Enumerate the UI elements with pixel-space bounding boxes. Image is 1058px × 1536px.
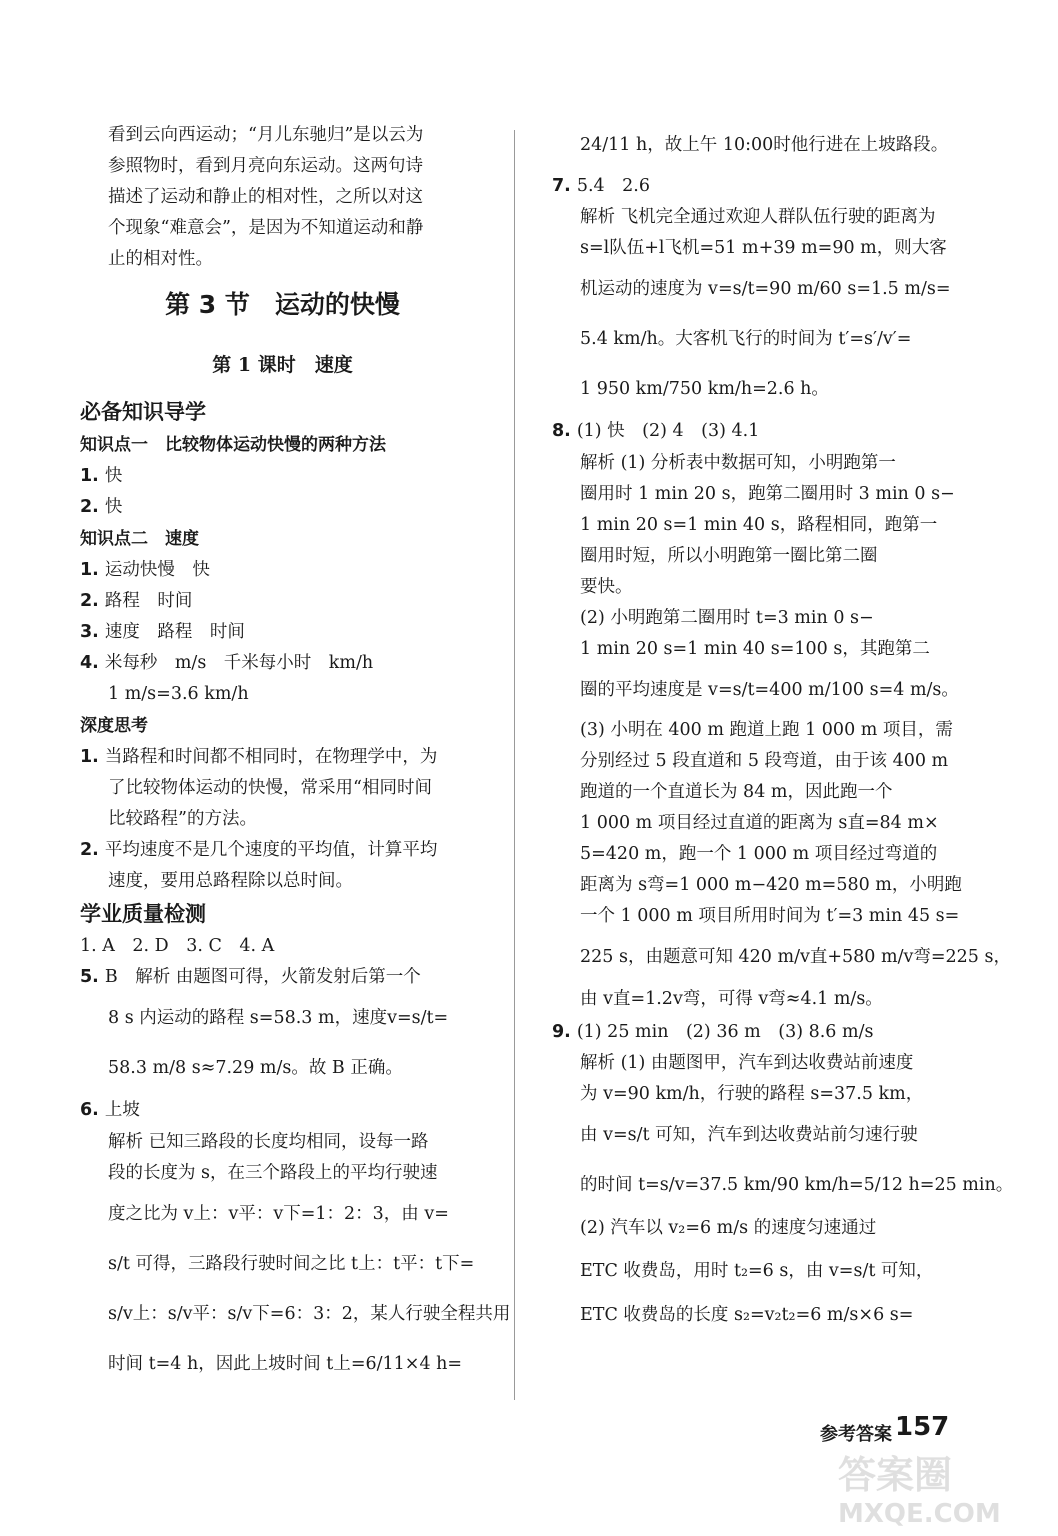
- text-line: (2) 汽车以 v₂=6 m/s 的速度匀速通过: [580, 1218, 877, 1238]
- text-line: s/t 可得，三路段行驶时间之比 t上：t平：t下=: [108, 1254, 475, 1274]
- item-number: 2.: [80, 497, 99, 517]
- item-text: 上坡: [104, 1100, 140, 1120]
- text-line: 段的长度为 s，在三个路段上的平均行驶速: [108, 1163, 438, 1183]
- deep-thinking-heading: 深度思考: [80, 716, 148, 736]
- knowledge-point-heading: 知识点二 速度: [80, 529, 199, 549]
- text-line: 1 950 km/750 km/h=2.6 h。: [580, 379, 829, 399]
- text-line: 解析 (1) 分析表中数据可知，小明跑第一: [580, 453, 896, 473]
- item-text: (1) 25 min (2) 36 m (3) 8.6 m/s: [576, 1022, 874, 1042]
- item-number: 2.: [80, 840, 99, 860]
- block-heading: 必备知识导学: [80, 400, 206, 424]
- text-line: 1 000 m 项目经过直道的距离为 s直=84 m×: [580, 813, 939, 833]
- text-line: 解析 已知三路段的长度均相同，设每一路: [108, 1132, 429, 1152]
- item-number: 8.: [552, 421, 571, 441]
- section-title: 第 3 节 运动的快慢: [165, 290, 400, 319]
- text-line: 参照物时，看到月亮向东运动。这两句诗: [108, 156, 423, 176]
- text-line: 24/11 h，故上午 10:00时他行进在上坡路段。: [580, 135, 949, 155]
- text-line: 比较路程”的方法。: [108, 809, 257, 829]
- watermark-logo: [830, 1448, 1045, 1528]
- text-line: [80, 742, 485, 773]
- text-line: (2) 小明跑第二圈用时 t=3 min 0 s−: [580, 608, 874, 628]
- text-line: 了比较物体运动的快慢，常采用“相同时间: [108, 778, 432, 798]
- text-line: 圈用时短，所以小明跑第一圈比第二圈: [580, 546, 878, 566]
- knowledge-point-heading: 知识点一 比较物体运动快慢的两种方法: [80, 435, 386, 455]
- text-line: 一个 1 000 m 项目所用时间为 t′=3 min 45 s=: [580, 906, 960, 926]
- item-text: (1) 快 (2) 4 (3) 4.1: [576, 421, 760, 441]
- answer-item: [80, 648, 485, 679]
- answer-item: [80, 617, 485, 648]
- text-line: 圈的平均速度是 v=s/t=400 m/100 s=4 m/s。: [580, 680, 959, 700]
- block-heading: 学业质量检测: [80, 902, 206, 926]
- answer-item: [80, 586, 485, 617]
- text-line: 5=420 m，跑一个 1 000 m 项目经过弯道的: [580, 844, 938, 864]
- item-number: 4.: [80, 653, 99, 673]
- item-text: B 解析 由题图可得，火箭发射后第一个: [104, 967, 421, 987]
- text-line: (3) 小明在 400 m 跑道上跑 1 000 m 项目，需: [580, 720, 953, 740]
- text-line: 个现象“难意会”，是因为不知道运动和静: [108, 218, 424, 238]
- text-line: s=l队伍+l飞机=51 m+39 m=90 m，则大客: [580, 238, 947, 258]
- text-line: 1. A 2. D 3. C 4. A: [80, 936, 275, 956]
- answer-item: [80, 461, 485, 492]
- left-column: [80, 120, 511, 1389]
- text-line: 要快。: [580, 577, 633, 597]
- text-line: 由 v=s/t 可知，汽车到达收费站前匀速行驶: [580, 1125, 918, 1145]
- text-line: 分别经过 5 段直道和 5 段弯道，由于该 400 m: [580, 751, 949, 771]
- intro-paragraph: [80, 120, 485, 275]
- text-line: 解析 飞机完全通过欢迎人群队伍行驶的距离为: [580, 207, 936, 227]
- item-text: 平均速度不是几个速度的平均值，计算平均: [104, 840, 438, 860]
- item-text: 路程 时间: [104, 591, 193, 611]
- footer-label: 参考答案: [820, 1424, 892, 1445]
- text-line: 的时间 t=s/v=37.5 km/90 km/h=5/12 h=25 min。: [580, 1175, 1014, 1195]
- text-line: [552, 414, 962, 448]
- text-line: 解析 (1) 由题图甲，汽车到达收费站前速度: [580, 1053, 914, 1073]
- text-line: 1 m/s=3.6 km/h: [108, 684, 249, 704]
- text-line: ETC 收费岛的长度 s₂=v₂t₂=6 m/s×6 s=: [580, 1305, 914, 1325]
- text-line: 跑道的一个直道长为 84 m，因此跑一个: [580, 782, 893, 802]
- item-text: 5.4 2.6: [576, 176, 650, 196]
- item-number: 1.: [80, 747, 99, 767]
- text-line: [552, 1016, 962, 1048]
- text-line: ETC 收费岛，用时 t₂=6 s，由 v=s/t 可知，: [580, 1261, 934, 1281]
- column-divider: [514, 130, 515, 1400]
- item-number: 5.: [80, 967, 99, 987]
- text-line: 圈用时 1 min 20 s，跑第二圈用时 3 min 0 s−: [580, 484, 955, 504]
- item-number: 6.: [80, 1100, 99, 1120]
- watermark-url: MXQE.COM: [838, 1499, 1001, 1528]
- text-line: 5.4 km/h。大客机飞行的时间为 t′=s′/v′=: [580, 329, 912, 349]
- item-text: 速度 路程 时间: [104, 622, 245, 642]
- text-line: [80, 835, 485, 866]
- text-line: 距离为 s弯=1 000 m−420 m=580 m，小明跑: [580, 875, 962, 895]
- item-number: 3.: [80, 622, 99, 642]
- text-line: 止的相对性。: [108, 249, 213, 269]
- text-line: 225 s，由题意可知 420 m/v直+580 m/v弯=225 s，: [580, 947, 1011, 967]
- item-text: 当路程和时间都不相同时，在物理学中，为: [104, 747, 438, 767]
- text-line: 看到云向西运动；“月儿东驰归”是以云为: [108, 125, 424, 145]
- item-number: 1.: [80, 466, 99, 486]
- text-line: 8 s 内运动的路程 s=58.3 m，速度v=s/t=: [108, 1008, 449, 1028]
- item-number: 7.: [552, 176, 571, 196]
- text-line: 1 min 20 s=1 min 40 s，路程相同，跑第一: [580, 515, 938, 535]
- text-line: 58.3 m/8 s≈7.29 m/s。故 B 正确。: [108, 1058, 403, 1078]
- text-line: [80, 1093, 485, 1127]
- text-line: 速度，要用总路程除以总时间。: [108, 871, 353, 891]
- right-column: [552, 120, 1014, 1334]
- lesson-title: 第 1 课时 速度: [212, 354, 353, 376]
- item-text: 运动快慢 快: [104, 560, 210, 580]
- item-text: 米每秒 m/s 千米每小时 km/h: [104, 653, 374, 673]
- page-number: 157: [895, 1412, 950, 1442]
- item-text: 快: [104, 497, 123, 517]
- text-line: 1 min 20 s=1 min 40 s=100 s，其跑第二: [580, 639, 930, 659]
- text-line: s/v上：s/v平：s/v下=6：3：2，某人行驶全程共用: [108, 1304, 511, 1324]
- watermark-text: 答案圈: [838, 1453, 953, 1497]
- item-number: 1.: [80, 560, 99, 580]
- text-line: 描述了运动和静止的相对性，之所以对这: [108, 187, 423, 207]
- item-number: 9.: [552, 1022, 571, 1042]
- answer-item: [80, 492, 485, 523]
- item-text: 快: [104, 466, 123, 486]
- answer-item: [80, 555, 485, 586]
- text-line: 时间 t=4 h，因此上坡时间 t上=6/11×4 h=: [108, 1354, 463, 1374]
- text-line: [552, 170, 962, 202]
- text-line: 由 v直=1.2v弯，可得 v弯≈4.1 m/s。: [580, 989, 883, 1009]
- text-line: 度之比为 v上：v平：v下=1：2：3，由 v=: [108, 1204, 449, 1224]
- text-line: 机运动的速度为 v=s/t=90 m/60 s=1.5 m/s=: [580, 279, 951, 299]
- text-line: [80, 962, 485, 993]
- text-line: 为 v=90 km/h，行驶的路程 s=37.5 km，: [580, 1084, 924, 1104]
- item-number: 2.: [80, 591, 99, 611]
